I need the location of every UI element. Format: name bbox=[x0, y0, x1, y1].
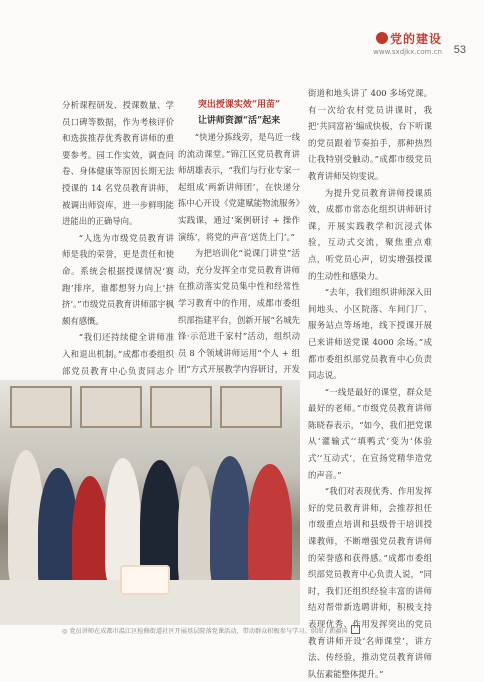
page-number: 53 bbox=[453, 44, 466, 56]
paragraph: “去年，我们组织讲师深入田间地头、小区院落、车间门厂、服务站点等场地，线下授课开展已来讲师送党课 4000 余场。”成都市委组织部党员教育中心负责同志说。 bbox=[308, 287, 432, 381]
magazine-logo bbox=[376, 30, 442, 47]
person-figure bbox=[248, 464, 292, 594]
subheading-a: 突出授课实效“用苗” bbox=[197, 100, 281, 110]
end-mark-icon bbox=[351, 625, 360, 634]
paragraph: 分析课程研发、授课数量、学员口碑等数据，作为考核评价和选拔推荐优秀教育讲师的重要参考。园工作实效，调查问卷、身体健康等原因长期无法授课的 14 名党员教育讲师，被调出师资库，进一步鲜明能进能出的正确导向。 bbox=[62, 100, 174, 227]
wall-frame bbox=[10, 386, 72, 428]
photo-caption bbox=[62, 625, 422, 635]
subheading-line-2: 让讲师资源“活”起来 bbox=[197, 116, 281, 126]
event-photo bbox=[0, 380, 300, 625]
person-figure bbox=[210, 456, 250, 591]
paragraph: 为把培训化“说课门讲堂”活动，充分发挥全市党员教育讲师在推动落实党员集中性和经常性学习教育中的作用，成都市委组织部指建平台，创新开展“名城先锋·示范进千家村”活动，组织动员 8 个领域讲师运用“个人 + 组团”方式开展教学内容研讨，开发 bbox=[178, 248, 300, 375]
wall-frame bbox=[220, 386, 282, 428]
page-header bbox=[0, 0, 484, 68]
paragraph: “快递分拣线旁，是鸟近一线的流动课堂。”锦江区党员教育讲师胡雄表示，“我们与行业专家一起组成‘两新讲师团’，在快递分拣中心开设《党建赋能物流服务》实践课，通过‘案例研讨 + 操作演练’，将党的声音‘送货上门’。” bbox=[178, 132, 300, 242]
paragraph: “我们对表现优秀、作用发挥好的党员教育讲师，会推荐担任市级重点培训和县级骨干培训授课教师，不断增强党员教育讲师的荣誉感和获得感。”成都市委组织部党员教育中心负责人说，“同时，我们还组织经验丰富的讲师结对帮带新选聘讲师，积极支持表现优秀、作用发挥突出的党员教育讲师开设‘名师课堂’，讲方法、传经验，推动党员教育讲师队伍素能整体提升。” bbox=[308, 486, 432, 679]
person-figure bbox=[178, 466, 212, 590]
paragraph: “人选为市级党员教育讲师是我的荣誉，更是责任和使命。系统会根据授课情况‘赛跑’排序，谁都想努力向上‘挤挤’。”市级党员教育讲师邵宇枫颇有感慨。 bbox=[62, 232, 174, 326]
cake bbox=[120, 565, 170, 595]
paragraph: 为提升党员教育讲师授课质效，成都市常态化组织讲师研讨课，开展实践教学和沉浸式体验，互动式交流，聚焦重点难点，听党员心声，切实增强授课的生动性和感染力。 bbox=[308, 187, 432, 281]
website-url: www.sxdjkx.com.cn bbox=[373, 48, 442, 56]
paragraph: 街道和地头讲了 400 多场党课。有一次给农村党员讲课时，我把‘共同富裕’编成快板，台下听课的党员跟着节奏拍手，那种热烈让我特别受触动。”成都市级党员教育讲师吴钧雯说。 bbox=[308, 88, 432, 181]
column-3 bbox=[308, 85, 432, 682]
party-emblem-icon bbox=[376, 32, 388, 44]
paragraph: “我们还持续健全讲师准入和退出机制。”成都市委组织部党员教育中心负责同志介 bbox=[62, 332, 174, 376]
paragraph: “一线是最好的课堂，群众是最好的老师。”市级党员教育讲师陈晓春表示，“如今，我们把党课从‘灌输式’‘填鸭式’变为‘体验式’‘互动式’，在宣扬党精华造党的声音。” bbox=[308, 386, 432, 480]
logo-text: 党的建设 bbox=[389, 32, 442, 46]
person-figure bbox=[72, 476, 108, 596]
caption-text: ◎ 党员讲师在成都市温江区检修街道社区开展基层院落党课活动，带动群众积极参与学习。供图 / 新疆国 bbox=[62, 628, 348, 635]
wall-frame bbox=[150, 386, 212, 428]
subheading-line-1 bbox=[178, 97, 300, 113]
wall-frame bbox=[80, 386, 142, 428]
